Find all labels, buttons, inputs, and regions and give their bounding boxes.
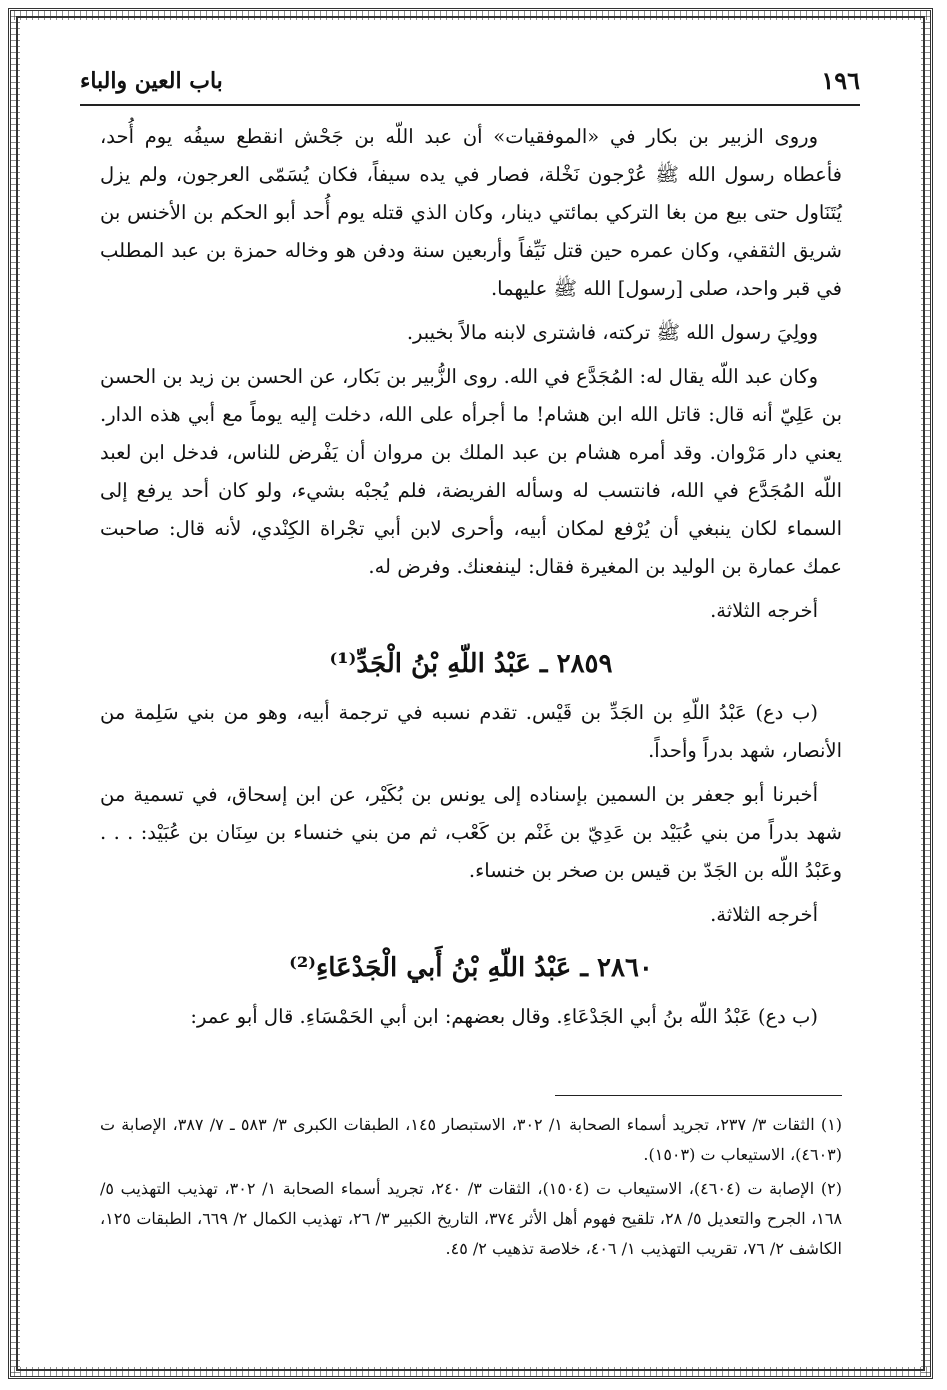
attribution-note: أخرجه الثلاثة. bbox=[710, 903, 818, 926]
running-header bbox=[80, 66, 860, 102]
header-divider bbox=[80, 104, 860, 106]
paragraph: وروى الزبير بن بكار في «الموفقيات» أن عبد اللّه بن جَحْش انقطع سيفُه يوم أُحد، فأعطاه رسول الله ﷺ عُرْجون نَخْلة، فصار في يده سيفاً، فكان يُسَمّى العرجون، ولم يزل يُتَنَاول حتى بيع من بغا التركي بمائتي دينار، وكان الذي قتله يوم أُحد أبو الحكم بن الأخنس بن شريق الثقفي، وكان عمره حين قتل نَيِّفاً وأربعين سنة ودفن هو وخاله حمزة بن عبد المطلب في قبر واحد، صلى [رسول] الله ﷺ عليهما. bbox=[100, 125, 842, 300]
footnotes bbox=[100, 1110, 842, 1268]
footnote: (١) الثقات ٣/ ٢٣٧، تجريد أسماء الصحابة ١/ ٣٠٢، الاستبصار ١٤٥، الطبقات الكبرى ٣/ ٥٨٣ ـ ٧/ ٣٨٧، الإصابة ت (٤٦٠٣)، الاستيعاب ت (١٥٠٣). bbox=[100, 1115, 843, 1164]
paragraph: (ب دع) عَبْدُ اللّهِ بن الجَدِّ بن قَيْس. تقدم نسبه في ترجمة أبيه، وهو من بني سَلِمة من الأنصار، شهد بدراً وأحداً. bbox=[100, 701, 842, 762]
footnote: (٢) الإصابة ت (٤٦٠٤)، الاستيعاب ت (١٥٠٤)، الثقات ٣/ ٢٤٠، تجريد أسماء الصحابة ١/ ٣٠٢، تهذيب التهذيب ٥/ ١٦٨، الجرح والتعديل ٥/ ٢٨، تلقيح فهوم أهل الأثر ٣٧٤، التاريخ الكبير ٣/ ٢٦، تهذيب الكمال ٢/ ٦٦٩، الطبقات ١٢٥، الكاشف ٢/ ٧٦، تقريب التهذيب ١/ ٤٠٦، خلاصة تذهيب ٢/ ٤٥. bbox=[100, 1179, 843, 1258]
entry-heading-2860: ٢٨٦٠ ـ عَبْدُ اللّهِ بْنُ أَبي الْجَدْعَاءِ⁽²⁾ bbox=[289, 953, 653, 983]
paragraph: (ب دع) عَبْدُ اللّه بنُ أبي الجَدْعَاءِ. وقال بعضهم: ابن أبي الحَمْسَاءِ. قال أبو عمر: bbox=[190, 1005, 818, 1028]
paragraph: وكان عبد اللّه يقال له: المُجَدَّع في الله. روى الزُّبير بن بَكار، عن الحسن بن زيد بن الحسن بن عَلِيّ أنه قال: قاتل الله ابن هشام! ما أجرأه على الله، دخلت إليه يوماً مع أبي هذه الدار. يعني دار مَرْوان. وقد أمره هشام بن عبد الملك بن مروان أن يَفْرض للناس، فدخل ابن لعبد اللّه المُجَدَّع في الله، فانتسب له وسأله الفريضة، فلم يُجبْه بشيء، ولو كان أحد يرفع إلى السماء لكان ينبغي أن يُرْفع لمكان أبيه، وأحرى لابن أبي تجْراة الكِنْدي، لأنه قال: صاحبت عمك عمارة بن الوليد بن المغيرة فقال: لينفعنك. وفرض له. bbox=[100, 365, 842, 578]
paragraph: أخبرنا أبو جعفر بن السمين بإسناده إلى يونس بن بُكَيْر، عن ابن إسحاق، في تسمية من شهد بدراً من بني عُبَيْد بن عَدِيّ بن غَنْم بن كَعْب، ثم من بني خنساء بن سِنَان بن عُبَيْد: . . . وعَبْدُ اللّه بن الجَدّ بن قيس بن صخر بن خنساء. bbox=[100, 783, 842, 882]
chapter-title: باب العين والباء bbox=[80, 68, 223, 94]
paragraph: وولِيَ رسول الله ﷺ تركته، فاشترى لابنه مالاً بخيبر. bbox=[406, 321, 818, 344]
attribution-note: أخرجه الثلاثة. bbox=[710, 599, 818, 622]
footnote-divider bbox=[555, 1095, 842, 1096]
entry-heading-2859: ٢٨٥٩ ـ عَبْدُ اللّهِ بْنُ الْجَدِّ⁽¹⁾ bbox=[329, 649, 613, 679]
page-number: ١٩٦ bbox=[821, 66, 860, 95]
main-text bbox=[100, 118, 842, 1042]
